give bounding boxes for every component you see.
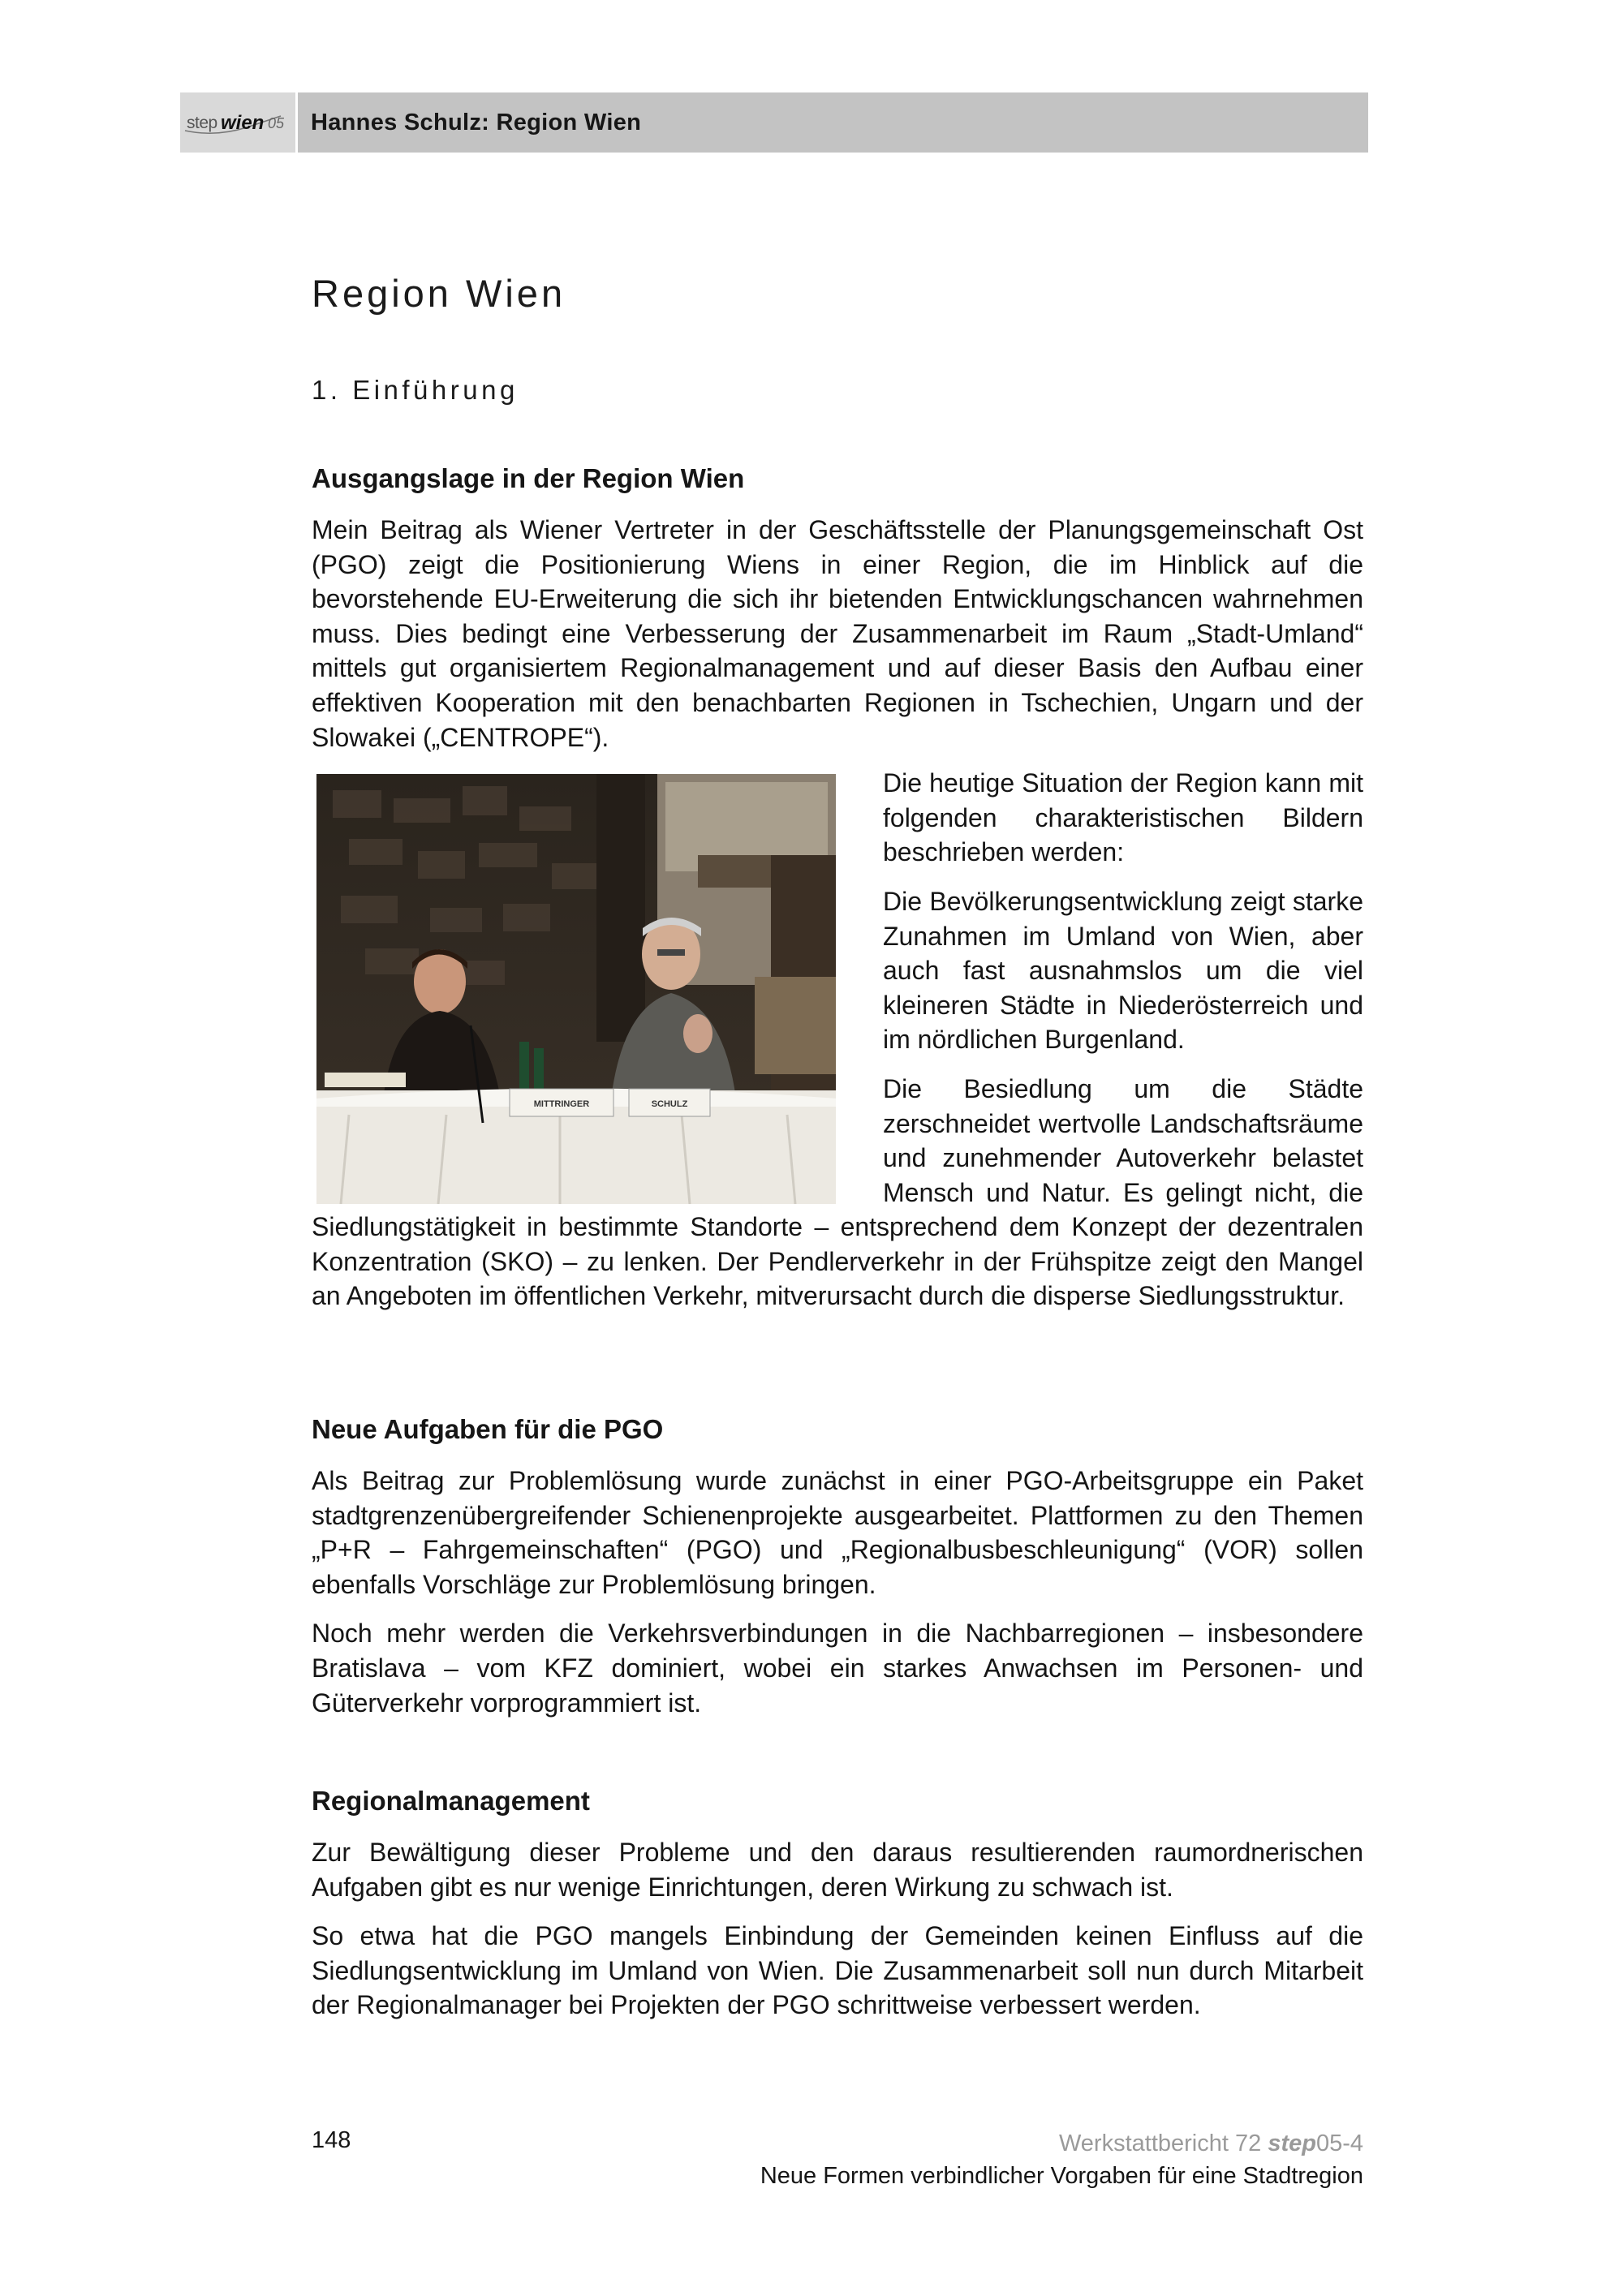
paragraph: Die Besiedlung um die Städte zerschneidet wertvolle Landschaftsräume und zunehmender Autoverkehr belastet Mensch und Natur. Es gelingt nicht, die Siedlungstätigkeit in bestimmte Standorte – entsprechend dem Konzept der dezentralen Konzentration (SKO) – zu lenken. Der Pendlerverkehr in der Frühspitze zeigt den Mangel an Angeboten im öffentlichen Verkehr, mitverursacht durch die disperse Siedlungsstruktur. bbox=[312, 1073, 1363, 1311]
paragraph: Zur Bewältigung dieser Probleme und den daraus resultierenden raumordnerischen Aufgaben gibt es nur wenige Einrichtungen, deren Wirkung zu schwach ist. bbox=[312, 1838, 1363, 1902]
svg-text:wien: wien bbox=[221, 112, 265, 134]
nameplate-left: MITTRINGER bbox=[533, 1099, 590, 1110]
footer-info bbox=[760, 2127, 1363, 2192]
footer-subtitle: Neue Formen verbindlicher Vorgaben für eine Stadtregion bbox=[760, 2163, 1363, 2189]
logo-mark bbox=[183, 106, 292, 139]
section-neue-aufgaben bbox=[312, 1413, 1363, 1720]
paragraph: So etwa hat die PGO mangels Einbindung der Gemeinden keinen Einfluss auf die Siedlungsentwicklung im Umland von Wien. Die Zusammenarbeit soll nun durch Mitarbeit der Regionalmanager bei Projekten der PGO schrittweise verbessert werden. bbox=[312, 1921, 1363, 2020]
nameplate-right: SCHULZ bbox=[651, 1099, 688, 1110]
paragraph: Die heutige Situation der Region kann mit folgenden charakteristischen Bildern beschrieben werden: bbox=[883, 768, 1363, 867]
header-title: Hannes Schulz: Region Wien bbox=[311, 109, 642, 135]
paragraph: Noch mehr werden die Verkehrsverbindungen in die Nachbarregionen – insbesondere Bratislava – vom KFZ dominiert, wobei ein starkes Anwachsen im Personen- und Güterverkehr vorprogrammiert ist. bbox=[312, 1619, 1363, 1718]
page-number: 148 bbox=[312, 2127, 351, 2153]
section-heading: Regionalmanagement bbox=[312, 1786, 590, 1816]
section-regionalmanagement bbox=[312, 1785, 1363, 2023]
header-bar bbox=[180, 92, 1368, 153]
footer-series: Werkstattbericht 72 step05-4 bbox=[1058, 2130, 1363, 2156]
paragraph: Die Bevölkerungsentwicklung zeigt starke Zunahmen im Umland von Wien, aber auch fast ausnahmslos um die viel kleineren Städte in Niederösterreich und im nördlichen Burgenland. bbox=[883, 886, 1363, 1055]
paragraph: Als Beitrag zur Problemlösung wurde zunächst in einer PGO-Arbeitsgruppe ein Paket stadtgrenzenübergreifender Schienenprojekte ausgearbeitet. Plattformen zu den Themen „P+R – Fahrgemeinschaften“ (PGO) und „Regionalbusbeschleunigung“ (VOR) sollen ebenfalls Vorschläge zur Problemlösung bringen. bbox=[312, 1466, 1363, 1599]
section-number: 1. Einführung bbox=[312, 375, 519, 405]
section-ausgangslage bbox=[312, 462, 1363, 1314]
section-heading: Ausgangslage in der Region Wien bbox=[312, 463, 745, 493]
paragraph: Mein Beitrag als Wiener Vertreter in der Geschäftsstelle der Planungsgemeinschaft Ost (PGO) zeigt die Positionierung Wiens in einer Region, die im Hinblick auf die bevorstehende EU-Erweiterung die sich ihr bietenden Entwicklungschancen wahrnehmen muss. Dies bedingt eine Verbesserung der Zusammenarbeit im Raum „Stadt-Umland“ mittels gut organisiertem Regionalmanagement und auf dieser Basis den Aufbau einer effektiven Kooperation mit den benachbarten Regionen in Tschechien, Ungarn und der Slowakei („CENTROPE“). bbox=[312, 515, 1363, 752]
panel-discussion-photo bbox=[316, 774, 836, 1204]
page-title: Region Wien bbox=[312, 272, 566, 315]
section-heading: Neue Aufgaben für die PGO bbox=[312, 1414, 664, 1444]
step-wien-logo bbox=[180, 92, 298, 153]
svg-text:05: 05 bbox=[268, 115, 285, 131]
svg-text:step: step bbox=[187, 114, 217, 132]
photo-wrap bbox=[312, 766, 1363, 1314]
